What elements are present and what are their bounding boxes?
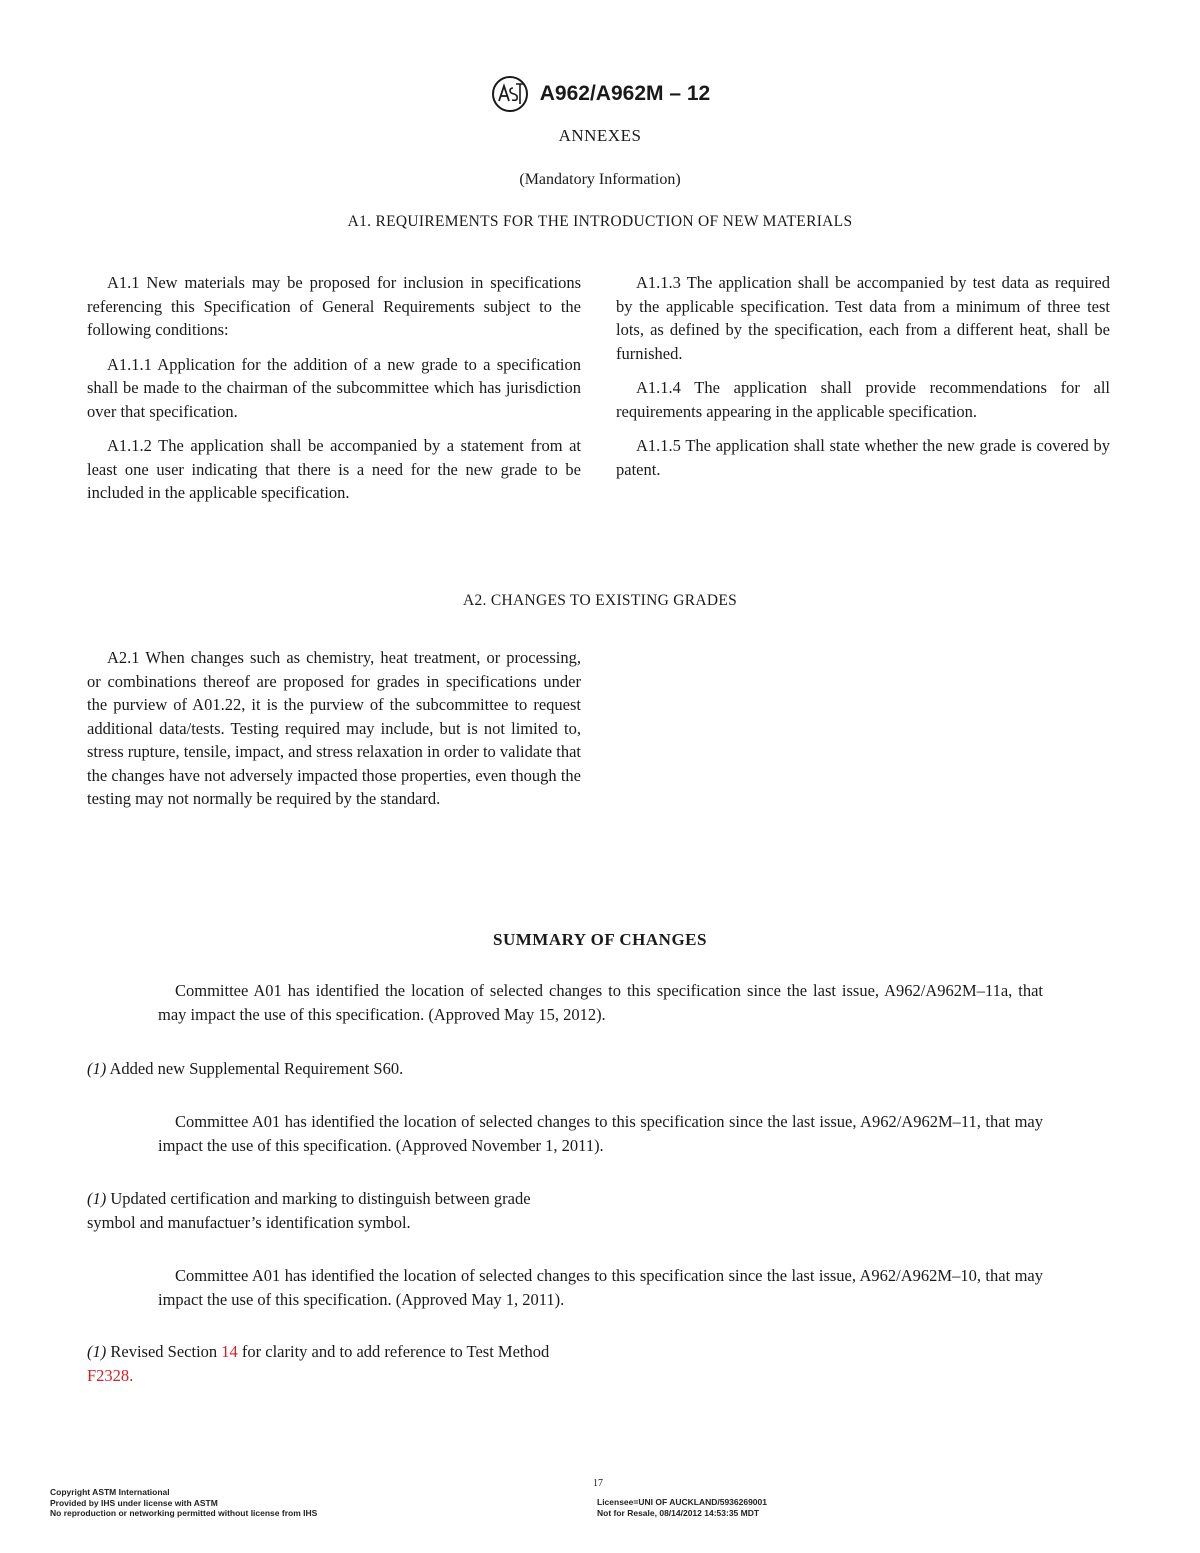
item-number: (1) <box>87 1189 107 1208</box>
summary-intro-2 <box>158 1110 1043 1157</box>
para-a1-1-4: A1.1.4 The application shall provide recommendations for all requirements appearing in the applicable specification. <box>616 378 1110 421</box>
item-text-end: . <box>129 1365 134 1385</box>
para-a1-1-2: A1.1.2 The application shall be accompanied by a statement from at least one user indicating that there is a need for the new grade to be included in the applicable specification. <box>87 436 581 502</box>
summary-item-1 <box>87 1057 581 1081</box>
summary-item-3 <box>87 1340 581 1387</box>
footer-left-line-2: Provided by IHS under license with ASTM <box>50 1497 218 1508</box>
footer-right-line-2: Not for Resale, 08/14/2012 14:53:35 MDT <box>597 1507 760 1518</box>
annexes-title: ANNEXES <box>558 126 642 145</box>
para-a1-1-1: A1.1.1 Application for the addition of a new grade to a specification shall be made to the chairman of the subcommittee which has jurisdiction over that specification. <box>87 354 581 421</box>
item-text-start: Revised Section <box>110 1342 218 1361</box>
section-14-link[interactable]: 14 <box>221 1342 238 1361</box>
para-a1-1-3: A1.1.3 The application shall be accompanied by test data as required by the applicable specification. Test data from a minimum of three test lots, as defined by the specification, each from a different heat, shall be furnished. <box>616 273 1110 363</box>
a2-heading: A2. CHANGES TO EXISTING GRADES <box>462 592 738 609</box>
item-text: Added new Supplemental Requirement S60. <box>109 1059 404 1078</box>
document-number: A962/A962M – 12 <box>539 82 711 105</box>
a1-right-column <box>616 271 1110 492</box>
para-a1-1: A1.1 New materials may be proposed for inclusion in specifications referencing this Specification of General Requirements subject to the following conditions: <box>87 273 581 339</box>
summary-heading: SUMMARY OF CHANGES <box>493 930 707 949</box>
summary-intro-3-text: Committee A01 has identified the location of selected changes to this specification since the last issue, A962/A962M–10, that may impact the use of this specification. (Approved May 1, 2011). <box>158 1266 1043 1309</box>
footer-copyright <box>50 1487 317 1519</box>
footer-license <box>597 1497 767 1518</box>
summary-intro-3 <box>158 1264 1043 1311</box>
footer-left-line-1: Copyright ASTM International <box>50 1487 170 1497</box>
item-text: Updated certification and marking to distinguish between grade symbol and manufactuer’s identification symbol. <box>87 1189 531 1232</box>
page-number: 17 <box>593 1478 603 1489</box>
summary-intro-1 <box>158 979 1043 1026</box>
summary-intro-1-text: Committee A01 has identified the location of selected changes to this specification since the last issue, A962/A962M–11a, that may impact the use of this specification. (Approved May 15, 2012). <box>158 981 1043 1024</box>
footer-left-line-3: No reproduction or networking permitted without license from IHS <box>50 1508 318 1518</box>
page-header <box>0 74 1200 119</box>
astm-logo-icon <box>490 74 530 114</box>
f2328-link[interactable]: F2328 <box>87 1365 130 1385</box>
item-number: (1) <box>87 1059 107 1078</box>
a1-left-column <box>87 271 581 516</box>
annexes-subtitle: (Mandatory Information) <box>519 171 681 188</box>
para-a2-1: A2.1 When changes such as chemistry, heat treatment, or processing, or combinations thereof are proposed for grades in specifications under the purview of A01.22, it is the purview of the subcommittee to request additional data/tests. Testing required may include, but is not limited to, stress rupture, tensile, impact, and stress relaxation in order to validate that the changes have not adversely impacted those properties, even though the testing may not normally be required by the standard. <box>87 648 581 808</box>
footer-right-line-1: Licensee=UNI OF AUCKLAND/5936269001 <box>597 1497 767 1507</box>
item-number: (1) <box>87 1342 107 1361</box>
para-a1-1-5: A1.1.5 The application shall state whether the new grade is covered by patent. <box>616 436 1110 479</box>
item-text-middle: for clarity and to add reference to Test Method <box>241 1342 550 1361</box>
summary-item-2 <box>87 1187 581 1234</box>
a2-left-column <box>87 646 581 822</box>
a1-heading: A1. REQUIREMENTS FOR THE INTRODUCTION OF NEW MATERIALS <box>347 213 853 230</box>
summary-intro-2-text: Committee A01 has identified the location of selected changes to this specification since the last issue, A962/A962M–11, that may impact the use of this specification. (Approved November 1, 2011). <box>158 1112 1043 1155</box>
